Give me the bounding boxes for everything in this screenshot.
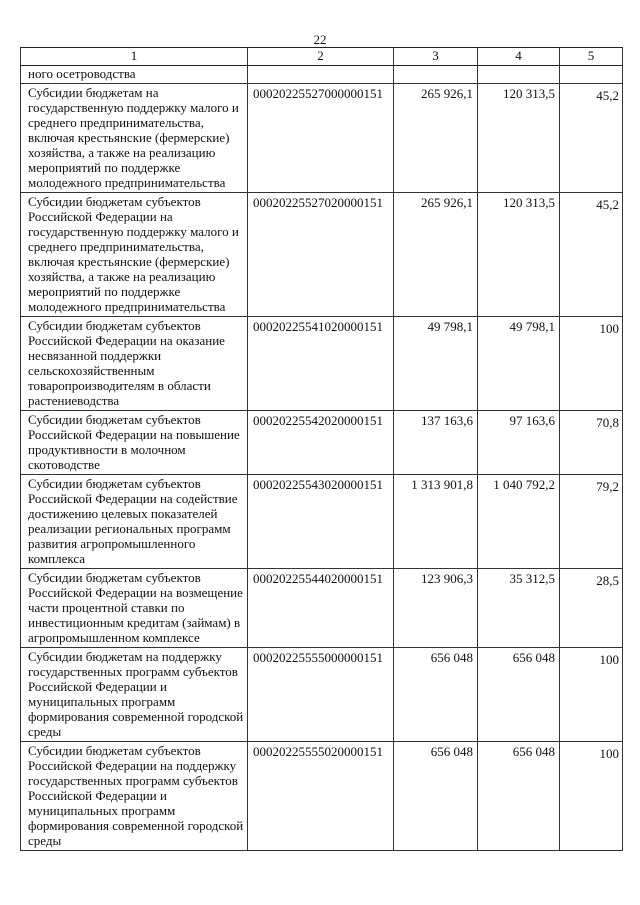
column-header-2: 2 — [248, 48, 394, 66]
table-row — [21, 66, 623, 84]
row-col3 — [394, 66, 478, 84]
row-name: Субсидии бюджетам субъектов Российской Федерации на содействие достижению целевых показателей реализации региональных программ развития агропромышленного комплекса — [21, 475, 248, 569]
row-col3: 656 048 — [394, 742, 478, 851]
row-code: 00020225555000000151 — [248, 648, 394, 742]
row-code: 00020225555020000151 — [248, 742, 394, 851]
row-col4: 97 163,6 — [478, 411, 560, 475]
row-col4: 120 313,5 — [478, 193, 560, 317]
row-code: 00020225542020000151 — [248, 411, 394, 475]
column-header-4: 4 — [478, 48, 560, 66]
row-code: 00020225527000000151 — [248, 84, 394, 193]
row-col3: 265 926,1 — [394, 84, 478, 193]
budget-table — [20, 47, 623, 851]
row-col3: 137 163,6 — [394, 411, 478, 475]
column-header-1: 1 — [21, 48, 248, 66]
row-col5: 100 — [560, 648, 623, 742]
column-header-5: 5 — [560, 48, 623, 66]
row-col5: 100 — [560, 317, 623, 411]
row-code — [248, 66, 394, 84]
row-col4: 35 312,5 — [478, 569, 560, 648]
table-row — [21, 569, 623, 648]
row-col5: 45,2 — [560, 84, 623, 193]
row-col3: 1 313 901,8 — [394, 475, 478, 569]
row-col3: 49 798,1 — [394, 317, 478, 411]
row-col3: 656 048 — [394, 648, 478, 742]
row-col4: 49 798,1 — [478, 317, 560, 411]
row-code: 00020225527020000151 — [248, 193, 394, 317]
row-name: Субсидии бюджетам на поддержку государственных программ субъектов Российской Федерации и муниципальных программ формирования современной городской среды — [21, 648, 248, 742]
row-name: Субсидии бюджетам субъектов Российской Федерации на возмещение части процентной ставки по инвестиционным кредитам (займам) в агропромышленном комплексе — [21, 569, 248, 648]
row-name: ного осетроводства — [21, 66, 248, 84]
row-code: 00020225541020000151 — [248, 317, 394, 411]
table-row — [21, 193, 623, 317]
page-number: 22 — [313, 32, 327, 47]
row-col5: 45,2 — [560, 193, 623, 317]
row-name: Субсидии бюджетам субъектов Российской Федерации на оказание несвязанной поддержки сельскохозяйственным товаропроизводителям в области растениеводства — [21, 317, 248, 411]
row-code: 00020225544020000151 — [248, 569, 394, 648]
row-col5 — [560, 66, 623, 84]
row-col4: 1 040 792,2 — [478, 475, 560, 569]
row-col4: 120 313,5 — [478, 84, 560, 193]
row-col5: 100 — [560, 742, 623, 851]
table-row — [21, 411, 623, 475]
row-code: 00020225543020000151 — [248, 475, 394, 569]
row-col4 — [478, 66, 560, 84]
row-name: Субсидии бюджетам субъектов Российской Федерации на повышение продуктивности в молочном скотоводстве — [21, 411, 248, 475]
row-col4: 656 048 — [478, 742, 560, 851]
table-header-row — [21, 48, 623, 66]
column-header-3: 3 — [394, 48, 478, 66]
table-row — [21, 317, 623, 411]
row-col5: 79,2 — [560, 475, 623, 569]
row-col5: 70,8 — [560, 411, 623, 475]
row-col3: 265 926,1 — [394, 193, 478, 317]
row-name: Субсидии бюджетам субъектов Российской Федерации на поддержку государственных программ субъектов Российской Федерации и муниципальных программ формирования современной городской среды — [21, 742, 248, 851]
table-row — [21, 742, 623, 851]
row-col5: 28,5 — [560, 569, 623, 648]
row-name: Субсидии бюджетам на государственную поддержку малого и среднего предпринимательства, включая крестьянские (фермерские) хозяйства, а также на реализацию мероприятий по поддержке молодежного предпринимательства — [21, 84, 248, 193]
table-row — [21, 648, 623, 742]
row-col4: 656 048 — [478, 648, 560, 742]
row-name: Субсидии бюджетам субъектов Российской Федерации на государственную поддержку малого и среднего предпринимательства, включая крестьянские (фермерские) хозяйства, а также на реализацию мероприятий по поддержке молодежного предпринимательства — [21, 193, 248, 317]
row-col3: 123 906,3 — [394, 569, 478, 648]
table-row — [21, 84, 623, 193]
table-row — [21, 475, 623, 569]
